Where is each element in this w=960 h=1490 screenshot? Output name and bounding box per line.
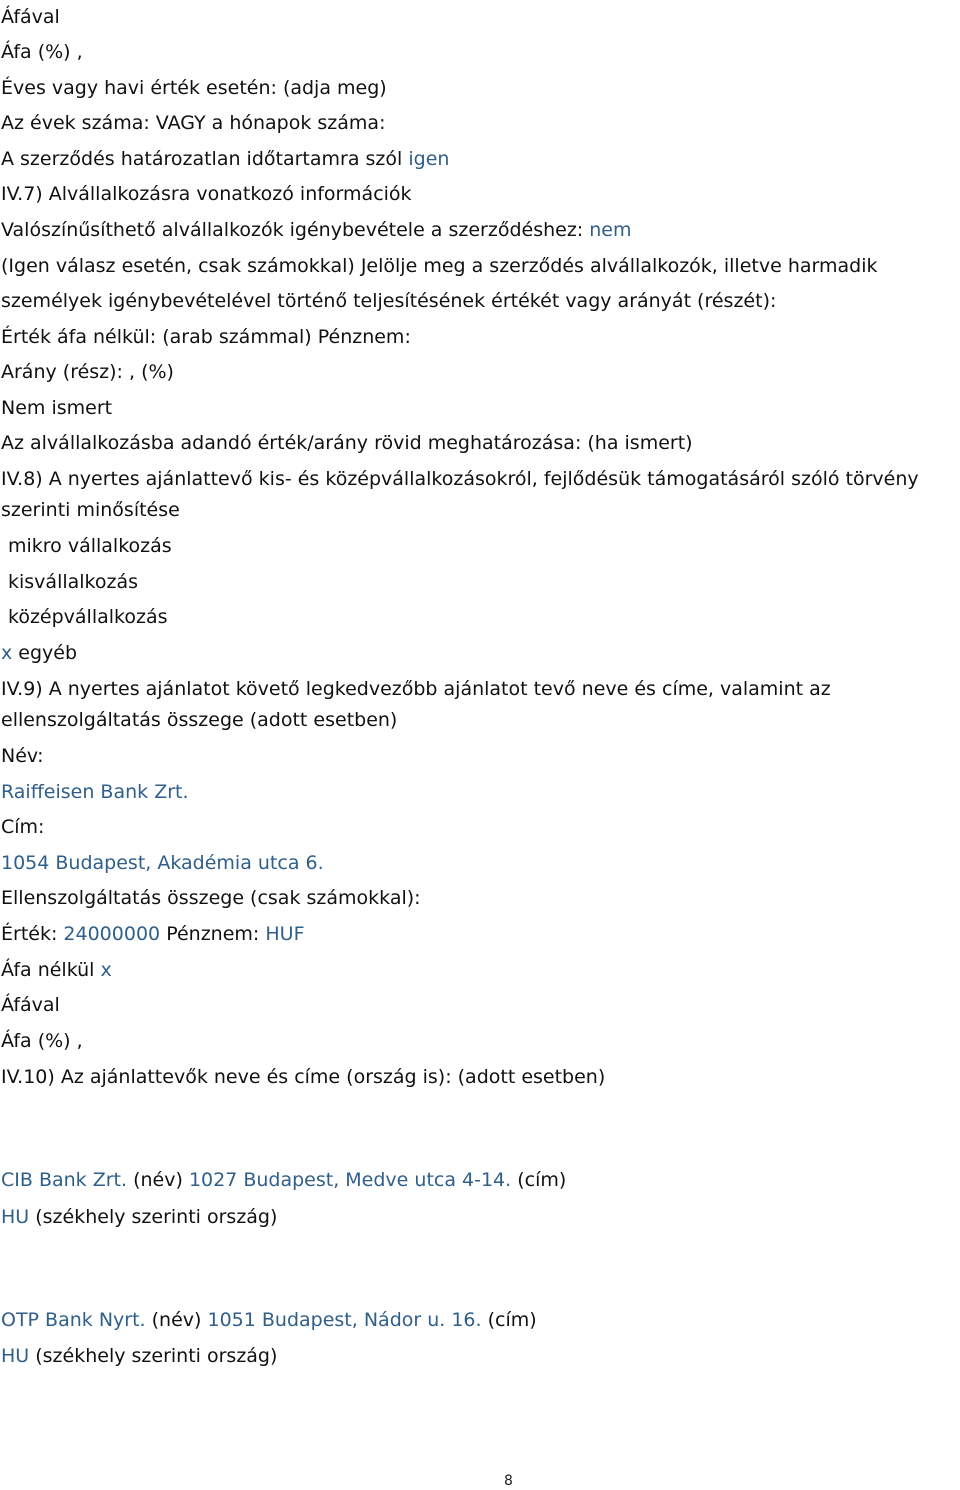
address-value: 1054 Budapest, Akadémia utca 6. [1,852,324,874]
section-iv10-heading: IV.10) Az ajánlattevők neve és címe (ország is): (adott esetben) [1,1066,606,1088]
bidder-1-line [1,1168,566,1192]
bidder-2-name: OTP Bank Nyrt. [1,1309,146,1331]
bidder-2-line [1,1308,537,1332]
indefinite-term-line [1,147,449,171]
option-other-mark: x [1,642,13,664]
amount-label: Érték: [1,923,58,945]
bidder-2-country-label: (székhely szerinti ország) [35,1345,278,1367]
currency-value: HUF [265,923,305,945]
bidder-1-country: HU [1,1206,30,1228]
annual-monthly-line: Éves vagy havi érték esetén: (adja meg) [1,77,387,99]
indefinite-term-label: A szerződés határozatlan időtartamra szól [1,148,403,170]
currency-label: Pénznem: [166,923,260,945]
subcontractor-use-line [1,218,632,242]
amount-value: 24000000 [63,923,161,945]
name-value: Raiffeisen Bank Zrt. [1,781,189,803]
with-vat-line: Áfával [1,994,60,1016]
bidder-1-country-line [1,1205,277,1229]
consideration-label: Ellenszolgáltatás összege (csak számokkal): [1,887,421,909]
name-label: Név: [1,745,44,767]
bidder-1-address: 1027 Budapest, Medve utca 4-14. [188,1169,512,1191]
option-small: kisvállalkozás [8,571,139,593]
bidder-1-name-label: (név) [133,1169,183,1191]
value-without-vat-line: Érték áfa nélkül: (arab számmal) Pénznem: [1,326,411,348]
subcontract-instruction-line-1: (Igen válasz esetén, csak számokkal) Jelölje meg a szerződés alvállalkozók, illetve harmadik [1,255,878,277]
section-iv9-heading-cont: ellenszolgáltatás összege (adott esetben) [1,709,398,731]
without-vat-mark: x [100,959,112,981]
bidder-2-address: 1051 Budapest, Nádor u. 16. [207,1309,482,1331]
section-iv7-heading: IV.7) Alvállalkozásra vonatkozó információk [1,183,412,205]
years-months-line: Az évek száma: VAGY a hónapok száma: [1,112,386,134]
afa-percent-line: Áfa (%) , [1,41,83,63]
page-number: 8 [504,1473,513,1489]
not-known-line: Nem ismert [1,397,113,419]
subcontractor-use-label: Valószínűsíthető alvállalkozók igénybevétele a szerződéshez: [1,219,584,241]
bidder-2-country: HU [1,1345,30,1367]
subcontract-instruction-line-2: személyek igénybevételével történő teljesítésének értékét vagy arányát (részét): [1,290,777,312]
afaval-line: Áfával [1,6,60,28]
option-other [1,641,77,665]
section-iv8-heading-cont: szerinti minősítése [1,499,180,521]
bidder-2-country-line [1,1344,277,1368]
ratio-line: Arány (rész): , (%) [1,361,174,383]
without-vat-line [1,958,112,982]
indefinite-term-value: igen [408,148,450,170]
amount-line [1,922,305,946]
vat-percent-line: Áfa (%) , [1,1030,83,1052]
bidder-1-name: CIB Bank Zrt. [1,1169,128,1191]
bidder-1-country-label: (székhely szerinti ország) [35,1206,278,1228]
bidder-2-address-label: (cím) [487,1309,537,1331]
without-vat-label: Áfa nélkül [1,959,95,981]
bidder-1-address-label: (cím) [517,1169,567,1191]
section-iv8-heading: IV.8) A nyertes ajánlattevő kis- és középvállalkozásokról, fejlődésük támogatásáról szóló törvény [1,468,919,490]
subcontractor-use-value: nem [589,219,632,241]
section-iv9-heading: IV.9) A nyertes ajánlatot követő legkedvezőbb ajánlatot tevő neve és címe, valamint az [1,678,831,700]
address-label: Cím: [1,816,45,838]
subcontract-description-line: Az alvállalkozásba adandó érték/arány rövid meghatározása: (ha ismert) [1,432,693,454]
option-other-label: egyéb [18,642,78,664]
bidder-2-name-label: (név) [151,1309,202,1331]
option-medium: középvállalkozás [8,606,168,628]
option-micro: mikro vállalkozás [8,535,172,557]
